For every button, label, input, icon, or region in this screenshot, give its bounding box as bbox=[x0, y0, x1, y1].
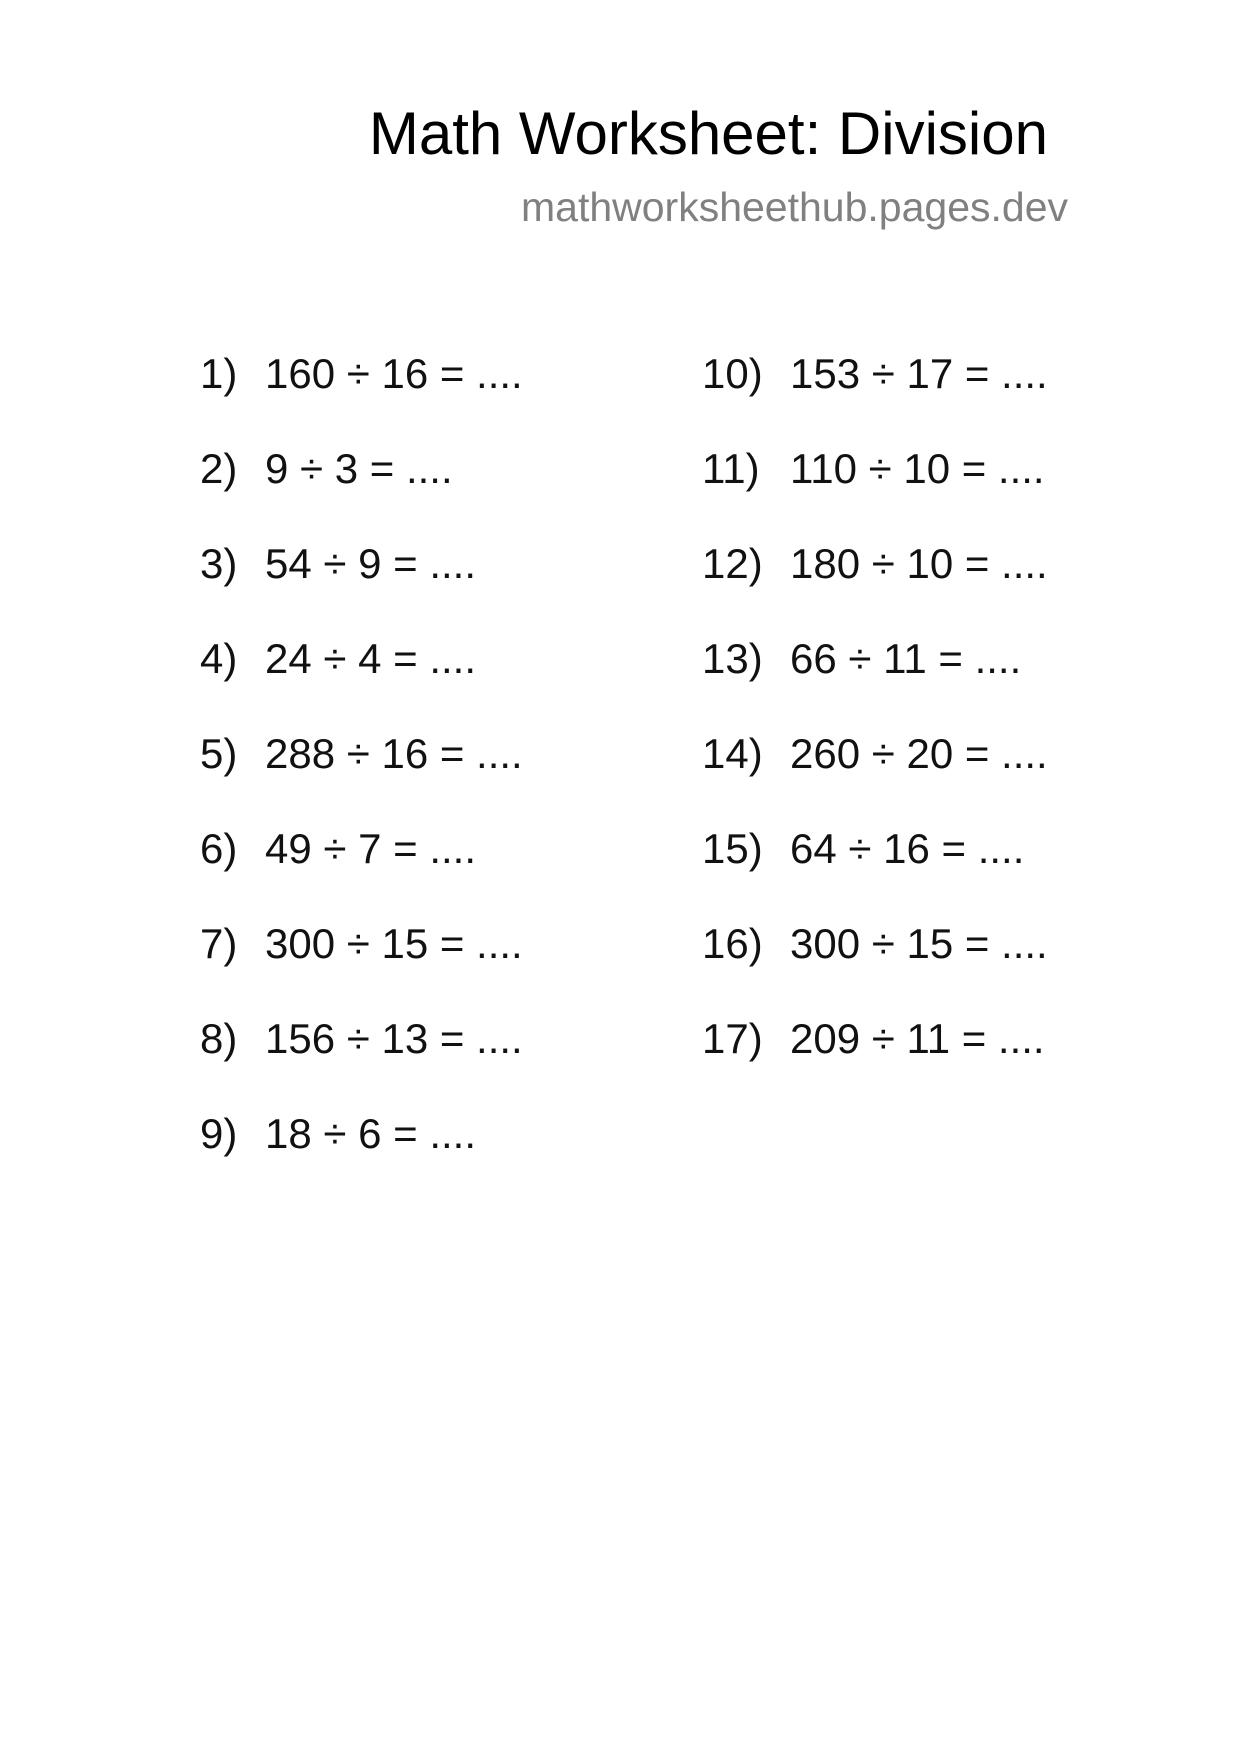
problem-number: 8) bbox=[200, 1015, 238, 1062]
problem-number: 1) bbox=[200, 350, 238, 397]
problem-expression: 24 ÷ 4 = .... bbox=[265, 635, 477, 682]
problem-number: 7) bbox=[200, 920, 238, 967]
problem-8 bbox=[200, 1011, 523, 1067]
problem-17 bbox=[702, 1011, 1045, 1067]
problem-5 bbox=[200, 726, 523, 782]
problem-14 bbox=[702, 726, 1048, 782]
problem-expression: 180 ÷ 10 = .... bbox=[790, 540, 1048, 587]
problem-7 bbox=[200, 916, 523, 972]
problem-10 bbox=[702, 346, 1048, 402]
worksheet-source-url: mathworksheethub.pages.dev bbox=[520, 184, 1068, 230]
problem-expression: 288 ÷ 16 = .... bbox=[265, 730, 523, 777]
problem-number: 6) bbox=[200, 825, 238, 872]
problem-expression: 110 ÷ 10 = .... bbox=[790, 445, 1045, 492]
problem-16 bbox=[702, 916, 1048, 972]
problem-expression: 54 ÷ 9 = .... bbox=[265, 540, 477, 587]
problem-expression: 64 ÷ 16 = .... bbox=[790, 825, 1025, 872]
problem-11 bbox=[702, 441, 1045, 497]
problem-4 bbox=[200, 631, 476, 687]
worksheet-title: Math Worksheet: Division bbox=[368, 100, 1048, 167]
problem-expression: 49 ÷ 7 = .... bbox=[265, 825, 477, 872]
problem-13 bbox=[702, 631, 1021, 687]
problem-expression: 153 ÷ 17 = .... bbox=[790, 350, 1048, 397]
problem-15 bbox=[702, 821, 1024, 877]
problem-expression: 66 ÷ 11 = .... bbox=[790, 635, 1022, 682]
problem-number: 4) bbox=[200, 635, 238, 682]
problem-2 bbox=[200, 441, 453, 497]
problem-expression: 300 ÷ 15 = .... bbox=[790, 920, 1048, 967]
problem-3 bbox=[200, 536, 476, 592]
problem-9 bbox=[200, 1106, 476, 1162]
problem-1 bbox=[200, 346, 523, 402]
problem-number: 12) bbox=[702, 540, 763, 587]
problem-expression: 209 ÷ 11 = .... bbox=[790, 1015, 1045, 1062]
problem-expression: 156 ÷ 13 = .... bbox=[265, 1015, 523, 1062]
problem-number: 13) bbox=[702, 635, 763, 682]
problem-number: 2) bbox=[200, 445, 238, 492]
problem-number: 9) bbox=[200, 1110, 238, 1157]
problem-number: 15) bbox=[702, 825, 763, 872]
problem-expression: 18 ÷ 6 = .... bbox=[265, 1110, 477, 1157]
problem-expression: 300 ÷ 15 = .... bbox=[265, 920, 523, 967]
problem-number: 5) bbox=[200, 730, 238, 777]
problem-expression: 9 ÷ 3 = .... bbox=[265, 445, 453, 492]
problem-number: 11) bbox=[702, 445, 760, 492]
problem-number: 16) bbox=[702, 920, 763, 967]
problem-expression: 260 ÷ 20 = .... bbox=[790, 730, 1048, 777]
problem-number: 3) bbox=[200, 540, 238, 587]
problem-number: 10) bbox=[702, 350, 763, 397]
problem-6 bbox=[200, 821, 476, 877]
problem-expression: 160 ÷ 16 = .... bbox=[265, 350, 523, 397]
problem-number: 17) bbox=[702, 1015, 763, 1062]
problem-12 bbox=[702, 536, 1048, 592]
problem-number: 14) bbox=[702, 730, 763, 777]
